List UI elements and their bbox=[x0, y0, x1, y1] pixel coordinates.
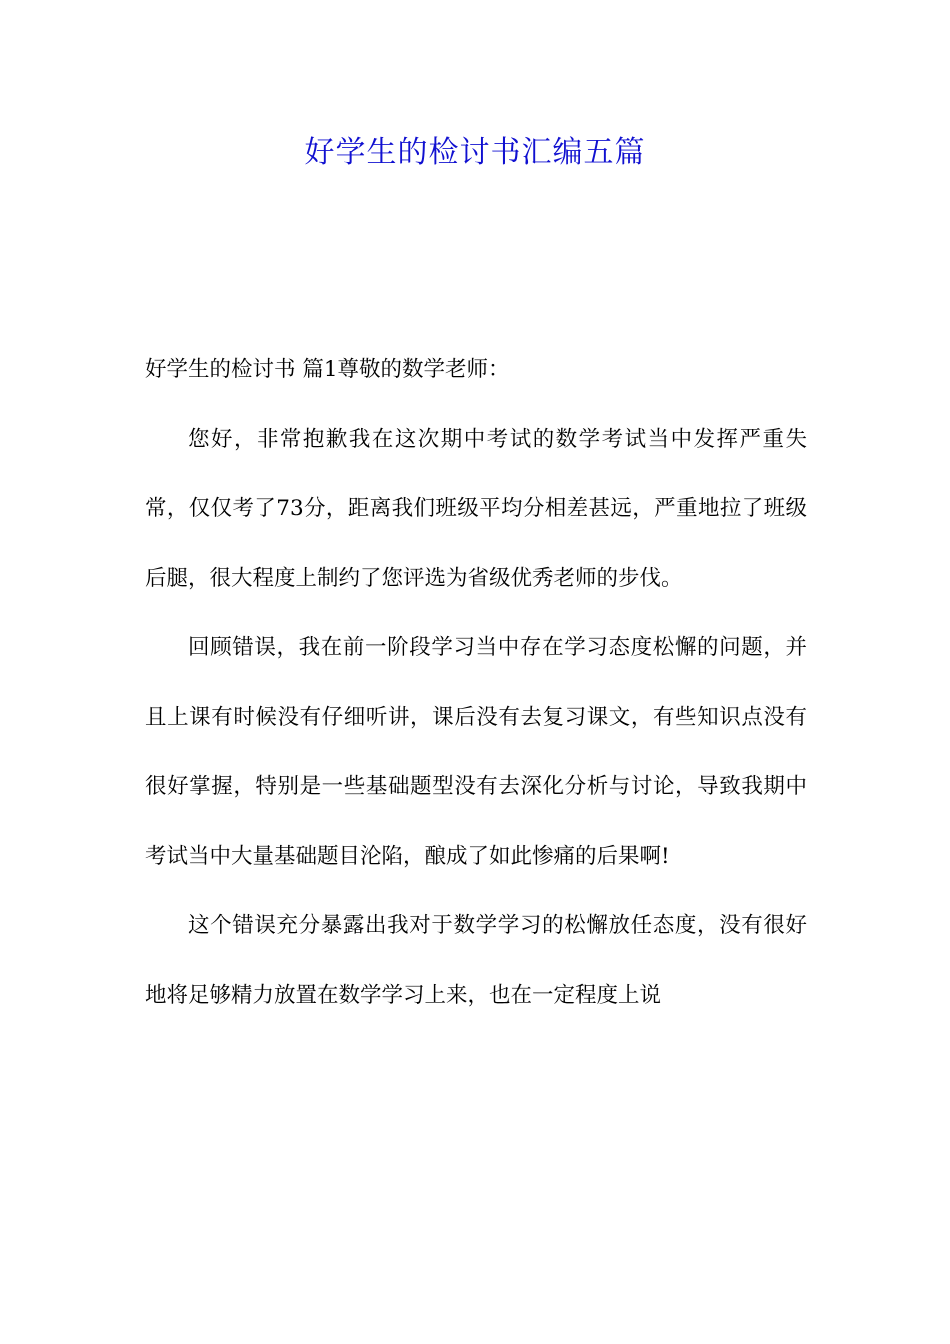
document-title: 好学生的检讨书汇编五篇 bbox=[304, 135, 646, 170]
paragraph: 回顾错误，我在前一阶段学习当中存在学习态度松懈的问题，并且上课有时候没有仔细听讲，课后没有去复习课文，有些知识点没有很好掌握，特别是一些基础题型没有去深化分析与讨论，导致我期中考试当中大量基础题目沦陷，酿成了如此惨痛的后果啊! bbox=[145, 635, 807, 869]
paragraph: 这个错误充分暴露出我对于数学学习的松懈放任态度，没有很好地将足够精力放置在数学学习上来，也在一定程度上说 bbox=[145, 913, 807, 1008]
document-body bbox=[145, 335, 807, 1030]
paragraph-heading: 好学生的检讨书 篇1尊敬的数学老师： bbox=[145, 357, 510, 382]
paragraph: 您好，非常抱歉我在这次期中考试的数学考试当中发挥严重失常，仅仅考了73分，距离我们班级平均分相差甚远，严重地拉了班级后腿，很大程度上制约了您评选为省级优秀老师的步伐。 bbox=[145, 426, 807, 591]
